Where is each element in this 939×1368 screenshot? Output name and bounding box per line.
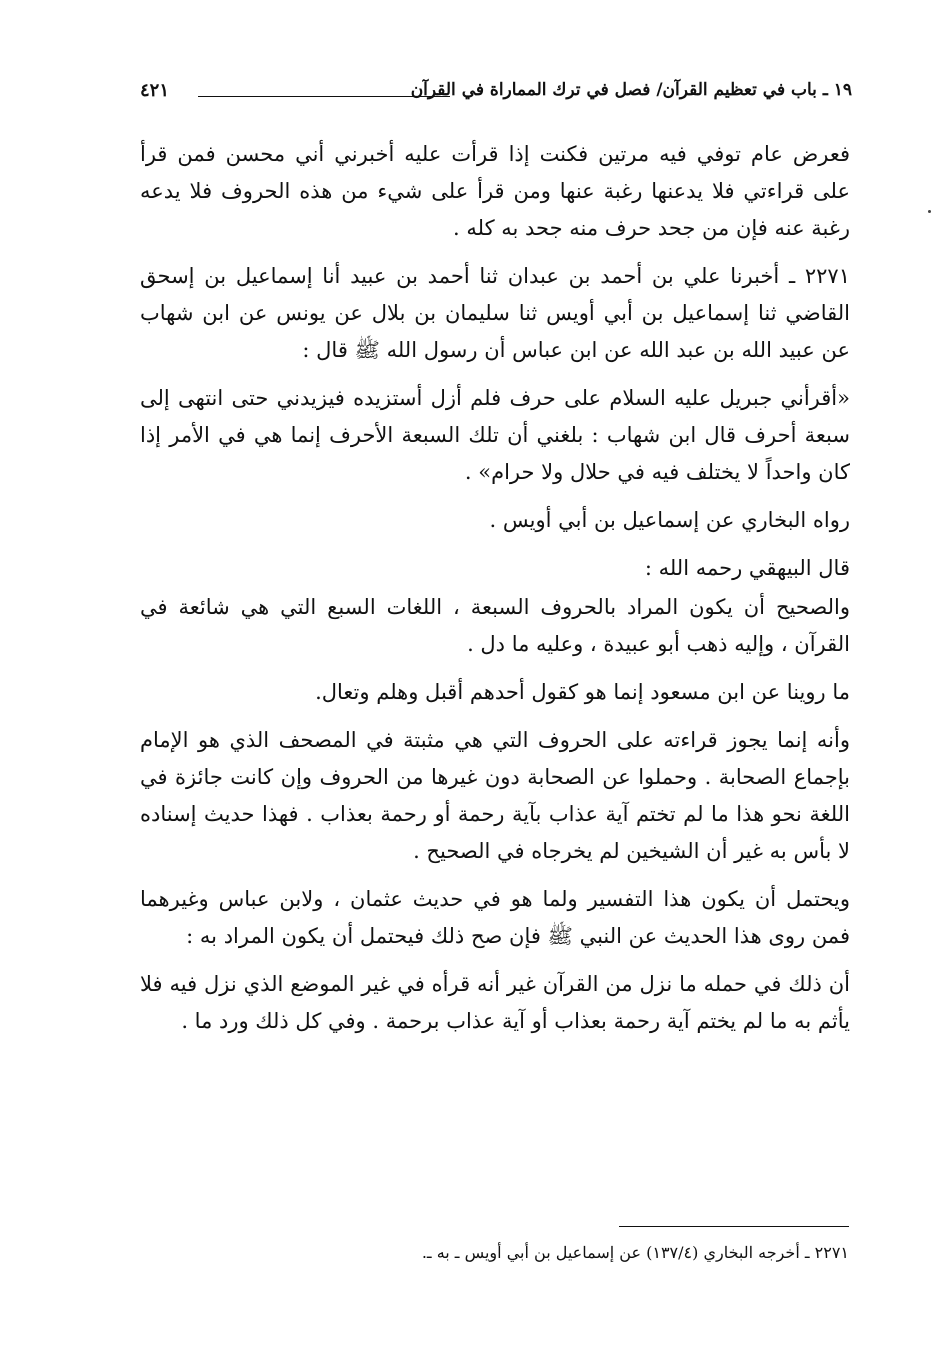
paragraph: قال البيهقي رحمه الله : [644, 556, 850, 580]
footnote-rule [619, 1226, 849, 1227]
hadith-chain-paragraph: ٢٢٧١ ـ أخبرنا علي بن أحمد بن عبدان ثنا أحمد بن عبيد أنا إسماعيل بن إسحق القاضي ثنا إسماعيل بن أبي أويس ثنا سليمان بن بلال عن يونس عن ابن شهاب عن عبيد الله بن عبد الله عن ابن عباس أن رسول الله ﷺ قال : [140, 264, 850, 362]
paragraph: أن ذلك في حمله ما نزل من القرآن غير أنه قرأه في غير الموضع الذي نزل فيه فلا يأثم به ما لم يختم آية رحمة بعذاب أو آية عذاب برحمة . وفي كل ذلك ورد ما . [140, 972, 850, 1033]
paragraph: وأنه إنما يجوز قراءته على الحروف التي هي مثبتة في المصحف الذي هو الإمام بإجماع الصحابة . وحملوا عن الصحابة دون غيرها من الحروف وإن كانت جائزة في اللغة نحو هذا ما لم تختم آية عذاب بآية رحمة أو رحمة بعذاب . فهذا حديث إسناده لا بأس به غير أن الشيخين لم يخرجاه في الصحيح . [140, 728, 850, 863]
body-text [140, 136, 850, 1051]
scan-speck [928, 210, 931, 213]
paragraph: ويحتمل أن يكون هذا التفسير ولما هو في حديث عثمان ، ولابن عباس وغيرهما فمن روى هذا الحديث عن النبي ﷺ فإن صح ذلك فيحتمل أن يكون المراد به : [140, 887, 850, 948]
chapter-title: ١٩ ـ باب في تعظيم القرآن/ فصل في ترك المماراة في القرآن [410, 80, 852, 100]
page-number: ٤٢١ [140, 80, 170, 101]
header-rule [198, 96, 450, 97]
footnote: ٢٢٧١ ـ أخرجه البخاري (١٣٧/٤) عن إسماعيل بن أبي أويس ـ به ـ. [421, 1243, 849, 1262]
paragraph: رواه البخاري عن إسماعيل بن أبي أويس . [489, 508, 850, 532]
paragraph: والصحيح أن يكون المراد بالحروف السبعة ، اللغات السبع التي هي شائعة في القرآن ، وإليه ذهب أبو عبيدة ، وعليه ما دل . [140, 595, 850, 656]
paragraph: فعرض عام توفي فيه مرتين فكنت إذا قرأت عليه أخبرني أني محسن فمن قرأ على قراءتي فلا يدعنها رغبة عنها ومن قرأ على شيء من هذه الحروف فلا يدعه رغبة عنه فإن من جحد حرف منه جحد به كله . [140, 142, 850, 240]
running-header [140, 80, 852, 112]
paragraph: ما روينا عن ابن مسعود إنما هو كقول أحدهم أقبل وهلم وتعال. [315, 680, 850, 704]
hadith-text-paragraph: «أقرأني جبريل عليه السلام على حرف فلم أزل أستزيده فيزيدني حتى انتهى إلى سبعة أحرف قال ابن شهاب : بلغني أن تلك السبعة الأحرف إنما هي في الأمر إذا كان واحداً لا يختلف فيه في حلال ولا حرام» . [140, 386, 850, 484]
